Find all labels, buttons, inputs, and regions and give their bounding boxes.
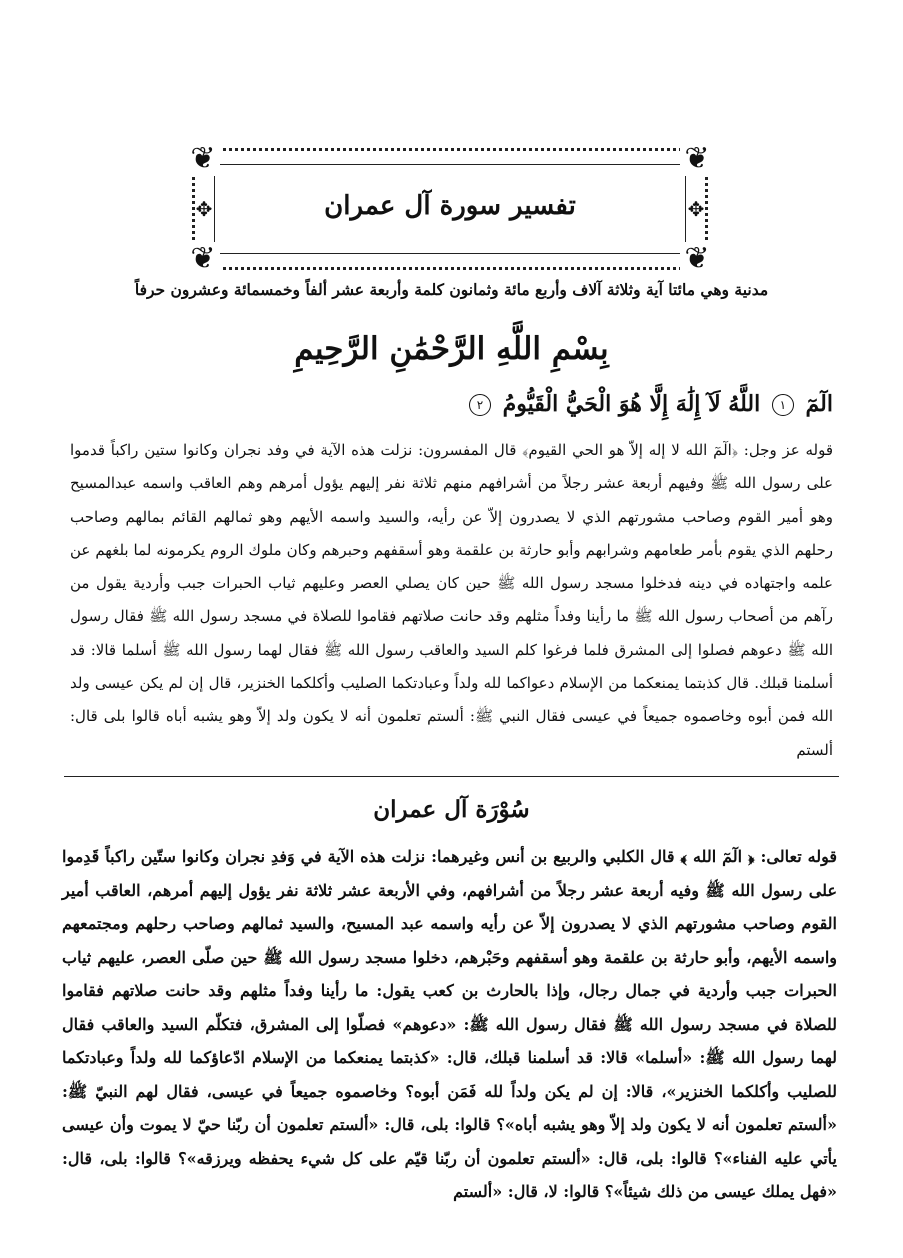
side-ornament-icon: ✥ xyxy=(195,197,213,221)
corner-ornament-icon: ❦ xyxy=(186,142,220,176)
side-ornament-icon: ✥ xyxy=(687,197,705,221)
title-frame xyxy=(190,141,710,276)
section-title: سُوْرَة آل عمران xyxy=(373,796,530,823)
tafsir-paragraph: قوله عز وجل: ﴿الٓمٓ الله لا إله إلاّ هو الحي القيوم﴾ قال المفسرون: نزلت هذه الآية في وفد نجران وكانوا ستين راكباً قدموا على رسول الله ﷺ وفيهم أربعة عشر رجلاً من أشرافهم منهم ثلاثة نفر إليهم يؤول أمرهم وهم العاقب واسمه عبدالمسيح وهو أمير القوم وصاحب مشورتهم الذي لا يصدرون إلاّ عن رأيه، والسيد واسمه الأيهم وهو ثمالهم القائم بمالهم وصاحب رحلهم الذي يقوم بأمر طعامهم وشرابهم وأبو حارثة بن علقمة وهو أسقفهم وحبرهم وكان ملوك الروم يكرمونه لما بلغهم عن علمه واجتهاده في دينه فدخلوا مسجد رسول الله ﷺ حين كان يصلي العصر وعليهم ثياب الحبرات جبب وأردية يقول من رآهم من أصحاب رسول الله ﷺ ما رأينا وفداً مثلهم وقد حانت صلاتهم فقاموا للصلاة في مسجد رسول الله ﷺ فقال رسول الله ﷺ دعوهم فصلوا إلى المشرق فلما فرغوا كلم السيد والعاقب رسول الله ﷺ فقال لهما رسول الله ﷺ أسلما قالا: قد أسلمنا قبلك. قال كذبتما يمنعكما من الإسلام دعواكما لله ولداً وعبادتكما الصليب وأكلكما الخنزير، قال إن لم يكن عيسى ولد الله فمن أبوه وخاصموه جميعاً في عيسى فقال النبي ﷺ: ألستم تعلمون أنه لا يكون ولد إلاّ وهو يشبه أباه قالوا بلى قال: ألستم xyxy=(70,441,834,759)
ayah-number-1: ١ xyxy=(772,394,794,416)
surah-info: مدنية وهي مائتا آية وثلاثة آلاف وأربع مائة وثمانون كلمة وأربعة عشر ألفاً وخمسمائة وعشرون حرفاً xyxy=(134,280,769,299)
basmala: بِسْمِ اللَّهِ الرَّحْمَٰنِ الرَّحِيمِ xyxy=(294,331,609,367)
section-divider xyxy=(64,776,839,777)
corner-ornament-icon: ❦ xyxy=(680,242,714,276)
corner-ornament-icon: ❦ xyxy=(680,142,714,176)
page-title: تفسير سورة آل عمران xyxy=(324,191,576,221)
quran-verse xyxy=(200,386,833,422)
footnote-paragraph: قوله تعالى: ﴿ الٓمٓ الله ﴾ قال الكلبي والربيع بن أنس وغيرهما: نزلت هذه الآية في وَفدِ نجران وكانوا ستّين راكباً قَدِموا على رسول الله ﷺ وفيه أربعة عشر رجلاً من أشرافهم، وفي الأربعة عشر ثلاثة نفر يؤول إليهم أمرهم، العاقب أمير القوم وصاحب مشورتهم الذي لا يصدرون إلاّ عن رأيه واسمه عبد المسيح، والسيد ثمالهم وصاحب رحلهم ومجتمعهم واسمه الأيهم، وأبو حارثة بن علقمة وهو أسقفهم وحَبْرهم، دخلوا مسجد رسول الله ﷺ حين صلّى العصر، عليهم ثياب الحبرات جبب وأردية في جمال رجال، وإذا بالحارث بن كعب يقول: ما رأينا وفداً مثلهم وقد حانت صلاتهم فقاموا للصلاة في مسجد رسول الله ﷺ فقال رسول الله ﷺ: «دعوهم» فصلّوا إلى المشرق، فتكلّم السيد والعاقب فقال لهما رسول الله ﷺ: «أسلما» قالا: قد أسلمنا قبلك، قال: «كذبتما يمنعكما من الإسلام ادّعاؤكما لله ولداً وعبادتكما للصليب وأكلكما الخنزير»، قالا: إن لم يكن ولداً لله فَمَن أبوه؟ وخاصموه جميعاً في عيسى، فقال لهم النبيّ ﷺ: «ألستم تعلمون أنه لا يكون ولد إلاّ وهو يشبه أباه»؟ قالوا: بلى، قال: «ألستم تعلمون أن ربّنا حيّ لا يموت وأن عيسى يأتي عليه الفناء»؟ قالوا: بلى، قال: «ألستم تعلمون أن ربّنا قيّم على كل شيء يحفظه ويرزقه»؟ قالوا: بلى، قال: «فهل يملك عيسى من ذلك شيئاً»؟ قالوا: لا، قال: «ألستم xyxy=(62,847,838,1201)
verse-text-1: الٓمٓ xyxy=(805,391,833,417)
corner-ornament-icon: ❦ xyxy=(186,242,220,276)
verse-text-2: اللَّهُ لَآ إِلَٰهَ إِلَّا هُوَ الْحَيُّ الْقَيُّومُ xyxy=(502,391,761,417)
ayah-number-2: ٢ xyxy=(469,394,491,416)
